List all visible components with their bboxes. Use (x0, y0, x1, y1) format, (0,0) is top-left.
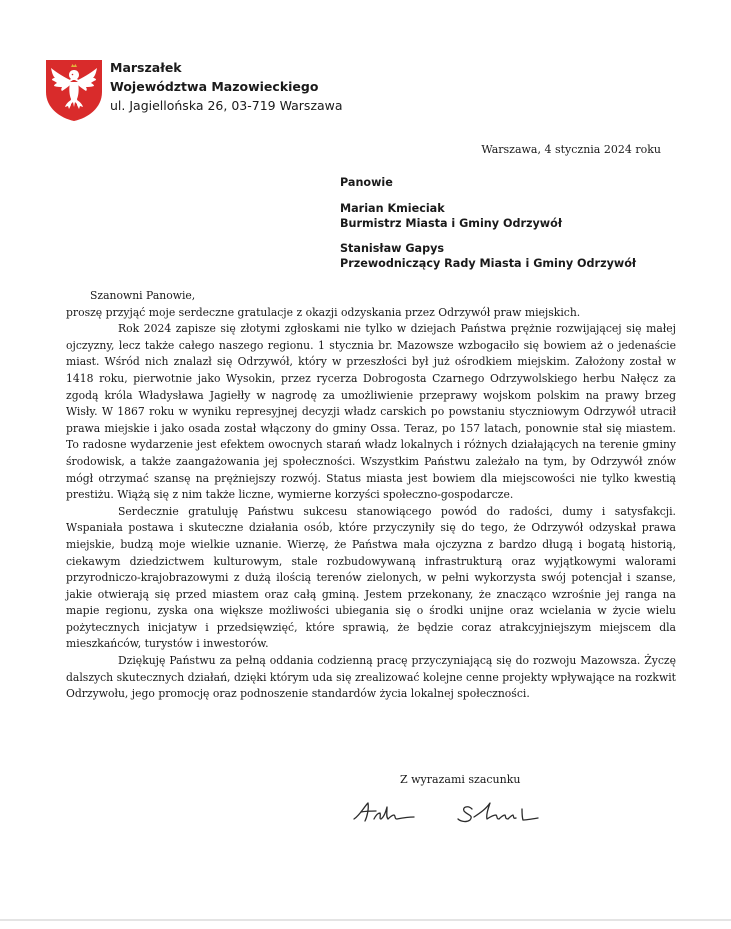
recipient (340, 201, 636, 231)
letterhead-title: Marszałek (110, 60, 182, 75)
paragraph: proszę przyjąć moje serdeczne gratulacje z okazji odzyskania przez Odrzywół praw miejskich. (66, 305, 581, 319)
recipient-title: Burmistrz Miasta i Gminy Odrzywół (340, 217, 562, 230)
salutation: Szanowni Panowie, (90, 289, 196, 302)
paragraph: Dziękuję Państwu za pełną oddania codzienną pracę przyczyniającą się do rozwoju Mazowsza. Życzę dalszych skutecznych działań, dzięki którym uda się zrealizować kolejne cenne projekty wpływające na rozkwit Odrzywołu, jego promocję oraz podnoszenie standardów życia lokalnej społeczności. (66, 654, 676, 701)
recipient-title: Przewodniczący Rady Miasta i Gminy Odrzywół (340, 257, 637, 270)
closing-phrase: Z wyrazami szacunku (400, 773, 521, 786)
page-bottom-divider (0, 919, 731, 921)
recipient (340, 241, 636, 271)
recipient-name: Stanisław Gapys (340, 242, 445, 255)
recipient-name: Marian Kmieciak (340, 202, 445, 215)
paragraph: Rok 2024 zapisze się złotymi zgłoskami nie tylko w dziejach Państwa prężnie rozwijającej się małej ojczyzny, lecz także całego naszego regionu. 1 stycznia br. Mazowsze wzbogaciło się bowiem aż o jedenaście miast. Wśród nich znalazł się Odrzywół, który w przeszłości był już ośrodkiem miejskim. Założony został w 1418 roku, pierwotnie jako Wysokin, przez rycerza Dobrogosta Czarnego Odrzywolskiego herbu Nałęcz za zgodą króla Władysława Jagiełły w nagrodę za umożliwienie przeprawy wojskom polskim na prawy brzeg Wisły. W 1867 roku w wyniku represyjnej decyzji władz carskich po powstaniu styczniowym Odrzywół utracił prawa miejskie i jako osada został włączony do gminy Ossa. Teraz, po 157 latach, ponownie stał się miastem. To radosne wydarzenie jest efektem owocnych starań władz lokalnych i różnych działających na terenie gminy środowisk, a także zaangażowania jej społeczności. Wszystkim Państwu zależało na tym, by Odrzywół znów mógł otrzymać szansę na prężniejszy rozwój. Status miasta jest bowiem dla miejscowości nie tylko kwestią prestiżu. Wiążą się z nim także liczne, wymierne korzyści społeczno-gospodarcze. (66, 322, 676, 502)
letterhead (110, 58, 343, 115)
letterhead-address: ul. Jagiellońska 26, 03-719 Warszawa (110, 98, 343, 113)
handwritten-signature (350, 795, 580, 829)
letter-date: Warszawa, 4 stycznia 2024 roku (481, 143, 661, 156)
paragraph: Serdecznie gratuluję Państwu sukcesu stanowiącego powód do radości, dumy i satysfakcji. Wspaniała postawa i skuteczne działania osób, które przyczyniły się do tego, że Odrzywół odzyskał prawa miejskie, budzą moje wielkie uznanie. Wierzę, że Państwa mała ojczyzna z bardzo długą i bogatą historią, ciekawym dziedzictwem kulturowym, stale rozbudowywaną infrastrukturą oraz wyjątkowymi walorami przyrodniczo-krajobrazowymi z dużą ilością terenów zielonych, w pełni wykorzysta swój potencjał i szanse, jakie otwierają się przed miastem oraz całą gminą. Jestem przekonany, że znacząco wzrośnie jej ranga na mapie regionu, zyska ona większe możliwości ubiegania się o środki unijne oraz wcielania w życie wielu pożytecznych inicjatyw i przedsięwzięć, które sprawią, że będzie coraz atrakcyjniejszym miejscem dla mieszkańców, turystów i inwestorów. (66, 504, 676, 651)
recipients-greeting: Panowie (340, 176, 393, 189)
letter-body (66, 288, 676, 703)
letterhead-office: Województwa Mazowieckiego (110, 79, 319, 94)
recipients-block (340, 176, 636, 281)
mazovia-coat-of-arms-icon (44, 58, 104, 122)
